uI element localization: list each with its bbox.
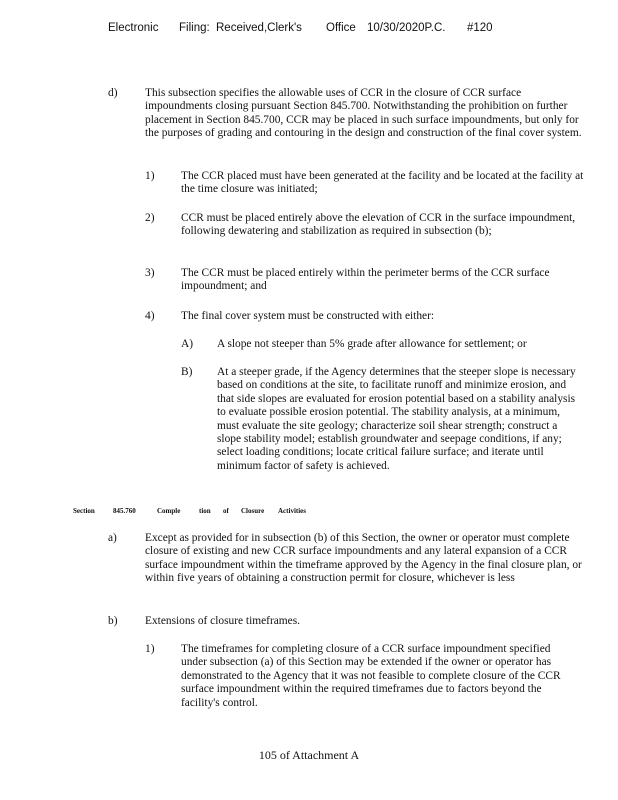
item-label-d4b: B) — [181, 366, 193, 378]
filing-header — [0, 22, 618, 38]
item-label-d4: 4) — [145, 310, 155, 322]
section-title-part: of — [223, 507, 229, 515]
section-number: 845.760 — [113, 507, 136, 515]
item-text-d4: The final cover system must be constructed with either: — [181, 310, 435, 322]
section-title-part: Closure — [241, 507, 265, 515]
item-text-b: Extensions of closure timeframes. — [145, 615, 300, 627]
item-label-d3: 3) — [145, 267, 155, 279]
item-label-a: a) — [108, 532, 117, 544]
item-text-d: This subsection specifies the allowable uses of CCR in the closure of CCR surface impoundments closing pursuant Section 845.700. Notwithstanding the prohibition on further placement in Section 845.700, CCR may be placed in such surface impoundments, but only for the purposes of grading and contouring in the design and construction of the final cover system. — [145, 87, 582, 140]
section-title-part: Comple — [157, 507, 181, 515]
item-text-d1: The CCR placed must have been generated at the facility and be located at the facility at the time closure was initiated; — [181, 170, 584, 196]
item-label-d1: 1) — [145, 170, 155, 182]
header-electronic: Electronic — [108, 22, 159, 34]
section-title-part: tion — [199, 507, 211, 515]
item-label-d: d) — [108, 87, 118, 99]
section-title-part: Activities — [278, 507, 306, 515]
item-text-d4a: A slope not steeper than 5% grade after allowance for settlement; or — [217, 338, 527, 350]
item-label-b1: 1) — [145, 643, 155, 655]
item-label-d4a: A) — [181, 338, 194, 350]
item-label-d2: 2) — [145, 212, 155, 224]
page-footer: 105 of Attachment A — [258, 748, 360, 762]
item-text-d2: CCR must be placed entirely above the elevation of CCR in the surface impoundment, following dewatering and stabilization as required in subsection (b); — [181, 212, 576, 238]
item-text-d3: The CCR must be placed entirely within the perimeter berms of the CCR surface impoundment; and — [181, 267, 550, 293]
header-number: #120 — [467, 22, 493, 34]
item-text-a: Except as provided for in subsection (b) of this Section, the owner or operator must complete closure of existing and new CCR surface impoundments and any lateral expansion of a CCR surface impoundment within the timeframe approved by the Agency in the final closure plan, or within five years of obtaining a construction permit for closure, whichever is less — [145, 532, 582, 585]
header-filing: Filing: — [179, 22, 210, 34]
item-label-b: b) — [108, 615, 118, 627]
section-heading — [0, 507, 618, 519]
header-date: 10/30/2020P.C. — [367, 22, 446, 34]
header-office: Office — [326, 22, 356, 34]
section-word: Section — [73, 507, 95, 515]
item-text-b1: The timeframes for completing closure of a CCR surface impoundment specified under subsection (a) of this Section may be extended if the owner or operator has demonstrated to the Agency that it was not feasible to complete closure of the CCR surface impoundment within the required timeframes due to factors beyond the facility's control. — [181, 643, 561, 709]
item-text-d4b: At a steeper grade, if the Agency determines that the steeper slope is necessary based on conditions at the site, to facilitate runoff and minimize erosion, and that side slopes are evaluated for erosion potential based on a stability analysis to evaluate possible erosion potential. The stability analysis, at a minimum, must evaluate the site geology; characterize soil shear strength; construct a slope stability model; establish groundwater and seepage conditions, if any; select loading conditions; locate critical failure surface; and iterate until minimum factor of safety is achieved. — [217, 366, 576, 472]
header-received: Received,Clerk's — [216, 22, 302, 34]
